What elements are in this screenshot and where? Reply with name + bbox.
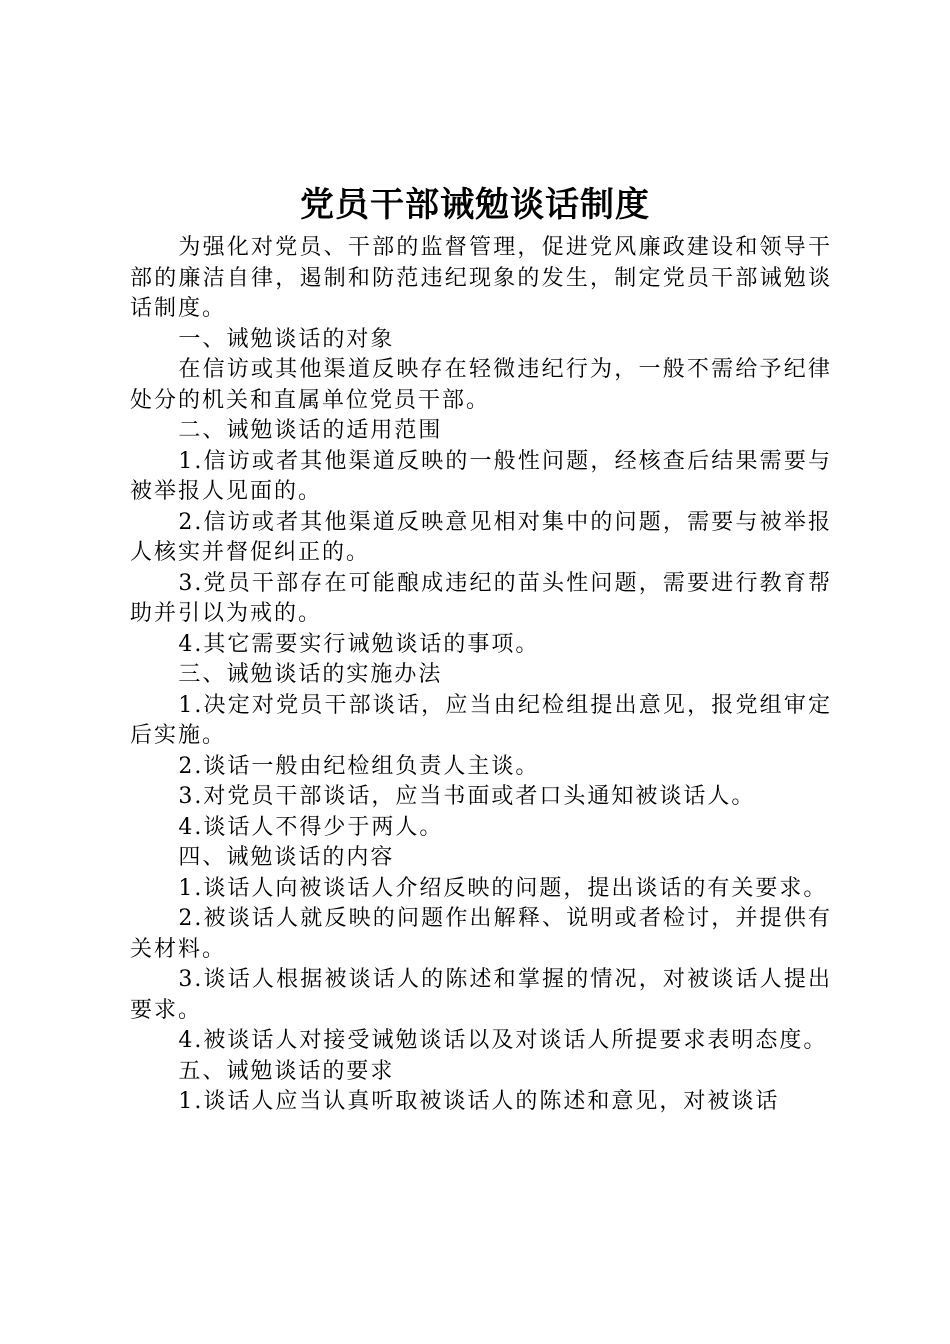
- document-body: [130, 233, 832, 1118]
- section-heading-2: 二、诫勉谈话的适用范围: [178, 418, 443, 443]
- list-item: 4.被谈话人对接受诫勉谈话以及对谈话人所提要求表明态度。: [178, 1028, 828, 1053]
- list-item: 3.谈话人根据被谈话人的陈述和掌握的情况，对被谈话人提出要求。: [130, 967, 832, 1023]
- list-item: 1.谈话人应当认真听取被谈话人的陈述和意见，对被谈话: [178, 1089, 780, 1114]
- document-title: 党员干部诫勉谈话制度: [300, 185, 650, 225]
- paragraph: 在信访或其他渠道反映存在轻微违纪行为，一般不需给予纪律处分的机关和直属单位党员干部。: [130, 357, 832, 413]
- list-item: 1.信访或者其他渠道反映的一般性问题，经核查后结果需要与被举报人见面的。: [130, 448, 832, 504]
- section-heading-1: 一、诫勉谈话的对象: [178, 326, 395, 352]
- list-item: 1.谈话人向被谈话人介绍反映的问题，提出谈话的有关要求。: [178, 875, 828, 901]
- list-item: 4.谈话人不得少于两人。: [178, 814, 444, 840]
- list-item: 2.谈话一般由纪检组负责人主谈。: [178, 753, 540, 779]
- section-heading-5: 五、诫勉谈话的要求: [178, 1058, 395, 1084]
- paragraph-intro: 为强化对党员、干部的监督管理，促进党风廉政建设和领导干部的廉洁自律，遏制和防范违纪现象的发生，制定党员干部诫勉谈话制度。: [130, 235, 832, 321]
- list-item: 2.信访或者其他渠道反映意见相对集中的问题，需要与被举报人核实并督促纠正的。: [130, 509, 832, 565]
- section-heading-3: 三、诫勉谈话的实施办法: [178, 662, 443, 687]
- list-item: 2.被谈话人就反映的问题作出解释、说明或者检讨，并提供有关材料。: [130, 906, 832, 962]
- section-heading-4: 四、诫勉谈话的内容: [178, 845, 395, 870]
- list-item: 3.对党员干部谈话，应当书面或者口头通知被谈话人。: [178, 784, 756, 809]
- list-item: 3.党员干部存在可能酿成违纪的苗头性问题，需要进行教育帮助并引以为戒的。: [130, 570, 832, 626]
- list-item: 4.其它需要实行诫勉谈话的事项。: [178, 631, 540, 657]
- list-item: 1.决定对党员干部谈话，应当由纪检组提出意见，报党组审定后实施。: [130, 692, 832, 748]
